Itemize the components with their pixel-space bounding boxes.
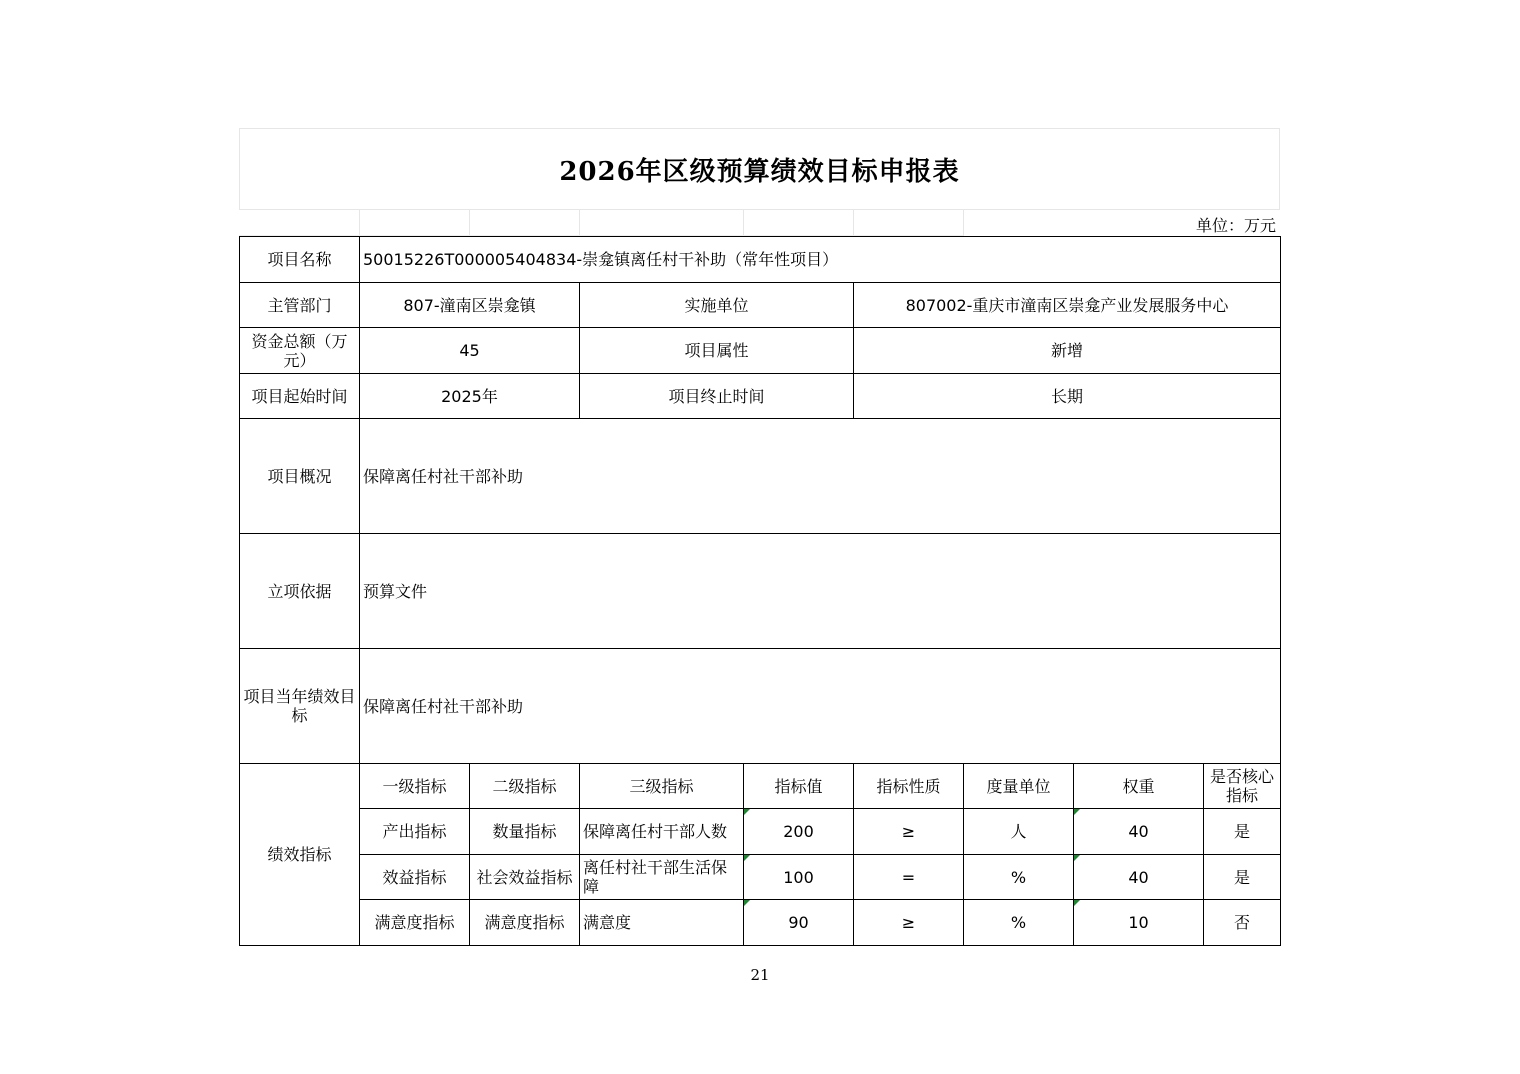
indicator-nature: = — [854, 855, 964, 900]
indicator-weight: 10 — [1128, 913, 1149, 932]
cell-marker-icon — [1074, 855, 1080, 861]
indicator-value: 100 — [783, 867, 814, 887]
overview-value: 保障离任村社干部补助 — [360, 419, 1281, 534]
empty-grid-cell — [239, 209, 360, 236]
budget-form-sheet — [239, 128, 1280, 946]
indicator-header: 三级指标 — [580, 764, 744, 809]
indicator-level2: 满意度指标 — [470, 900, 580, 946]
indicator-level3: 满意度 — [580, 900, 744, 946]
total-funds-value: 45 — [360, 328, 580, 374]
indicator-level3: 保障离任村干部人数 — [580, 809, 744, 855]
empty-grid-cell — [579, 209, 744, 236]
empty-grid-cell — [359, 209, 470, 236]
indicator-level1: 产出指标 — [360, 809, 470, 855]
performance-target-table — [239, 236, 1281, 946]
department-value: 807-潼南区崇龛镇 — [360, 283, 580, 328]
attribute-label: 项目属性 — [580, 328, 854, 374]
implementer-value: 807002-重庆市潼南区崇龛产业发展服务中心 — [854, 283, 1281, 328]
cell-marker-icon — [744, 855, 750, 861]
basis-value: 预算文件 — [360, 534, 1281, 649]
cell-marker-icon — [1074, 900, 1080, 906]
indicator-level1: 满意度指标 — [360, 900, 470, 946]
indicator-value-cell — [744, 809, 854, 855]
indicator-weight-cell — [1074, 809, 1204, 855]
start-time-value: 2025年 — [360, 374, 580, 419]
indicator-nature: ≥ — [854, 809, 964, 855]
page-number: 21 — [750, 966, 770, 984]
cell-marker-icon — [744, 809, 750, 815]
indicator-level2: 社会效益指标 — [470, 855, 580, 900]
table-row — [240, 855, 1281, 900]
indicator-level1: 效益指标 — [360, 855, 470, 900]
indicator-header: 权重 — [1074, 764, 1204, 809]
indicator-weight: 40 — [1128, 867, 1149, 887]
indicator-unit: 人 — [964, 809, 1074, 855]
indicator-header: 指标值 — [744, 764, 854, 809]
table-row — [240, 809, 1281, 855]
department-label: 主管部门 — [240, 283, 360, 328]
indicator-weight-cell — [1074, 855, 1204, 900]
empty-grid-cell — [853, 209, 964, 236]
total-funds-label: 资金总额（万元） — [240, 328, 360, 374]
indicator-nature: ≥ — [854, 900, 964, 946]
implementer-label: 实施单位 — [580, 283, 854, 328]
indicator-header: 度量单位 — [964, 764, 1074, 809]
empty-grid-cell — [743, 209, 854, 236]
indicator-core: 是 — [1204, 809, 1281, 855]
indicator-level3: 离任村社干部生活保障 — [580, 855, 744, 900]
form-title: 2026年区级预算绩效目标申报表 — [239, 128, 1280, 210]
unit-label: 单位：万元 — [1195, 216, 1276, 235]
indicator-level2: 数量指标 — [470, 809, 580, 855]
indicator-core: 否 — [1204, 900, 1281, 946]
basis-label: 立项依据 — [240, 534, 360, 649]
indicator-weight: 40 — [1128, 822, 1149, 841]
indicator-value: 200 — [783, 822, 814, 841]
indicator-weight-cell — [1074, 900, 1204, 946]
indicator-header: 二级指标 — [470, 764, 580, 809]
indicator-header: 一级指标 — [360, 764, 470, 809]
indicator-value-cell — [744, 900, 854, 946]
overview-label: 项目概况 — [240, 419, 360, 534]
empty-grid-cell — [469, 209, 580, 236]
project-name-label: 项目名称 — [240, 237, 360, 283]
indicator-header: 指标性质 — [854, 764, 964, 809]
indicator-unit: % — [964, 900, 1074, 946]
indicator-core: 是 — [1204, 855, 1281, 900]
cell-marker-icon — [1074, 809, 1080, 815]
annual-goal-label: 项目当年绩效目标 — [240, 649, 360, 764]
indicator-header: 是否核心指标 — [1204, 764, 1281, 809]
start-time-label: 项目起始时间 — [240, 374, 360, 419]
end-time-label: 项目终止时间 — [580, 374, 854, 419]
cell-marker-icon — [744, 900, 750, 906]
table-row — [240, 900, 1281, 946]
unit-row — [239, 209, 1280, 236]
indicators-label: 绩效指标 — [240, 764, 360, 946]
indicator-unit: % — [964, 855, 1074, 900]
attribute-value: 新增 — [854, 328, 1281, 374]
indicator-value-cell — [744, 855, 854, 900]
indicator-value: 90 — [788, 913, 809, 932]
end-time-value: 长期 — [854, 374, 1281, 419]
project-name-value: 50015226T000005404834-崇龛镇离任村干补助（常年性项目） — [360, 237, 1281, 283]
annual-goal-value: 保障离任村社干部补助 — [360, 649, 1281, 764]
